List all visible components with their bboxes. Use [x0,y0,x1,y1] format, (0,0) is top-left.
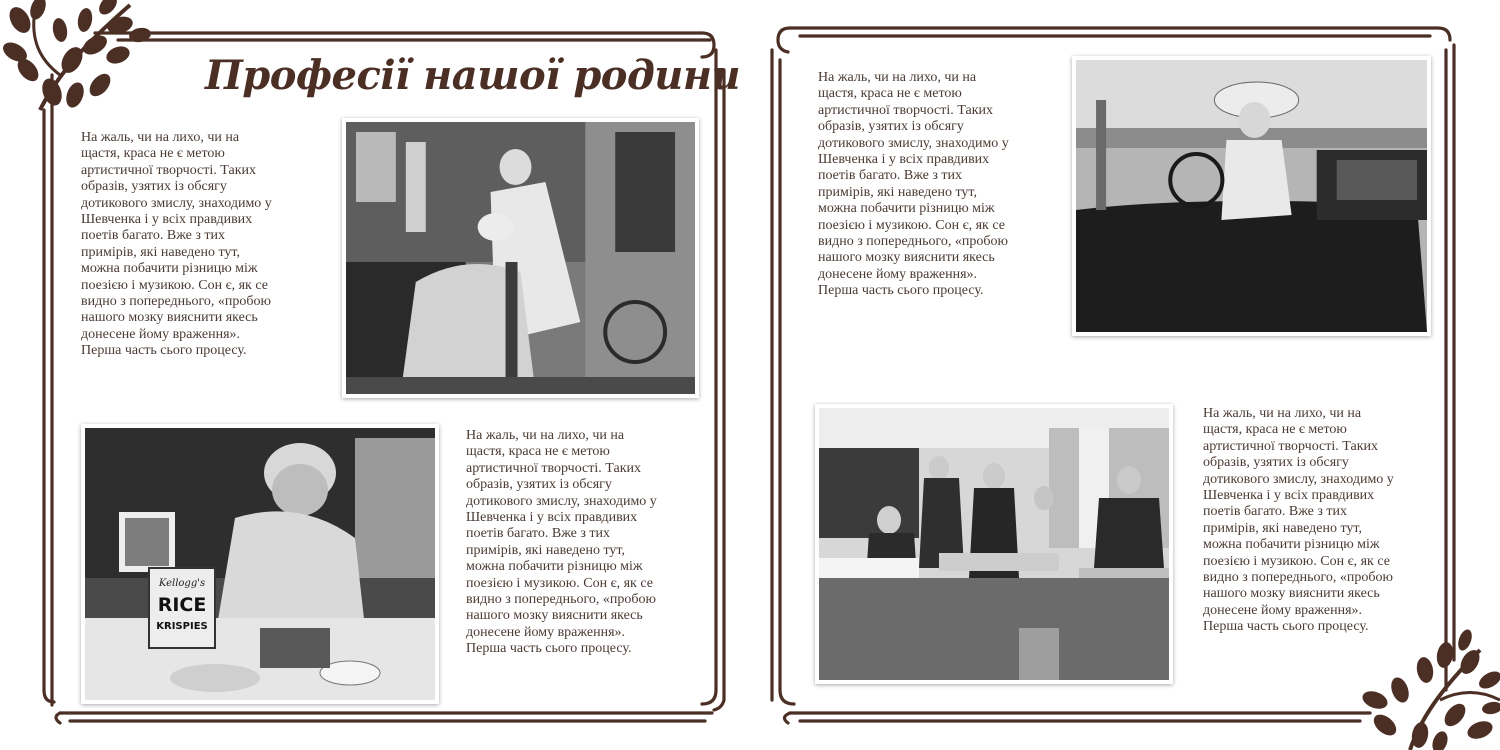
leaf-branch-top-left [0,0,152,110]
cereal-box-brand: Kellogg's [158,578,206,589]
paragraph-bottom-right: На жаль, чи на лихо, чи на щастя, краса не є метою артистичної творчості. Таких образів, узятих із обсягу дотикового змислу, знаходимо у Шевченка і у всіх правдивих поетів багато. Вже з тих примірів, які наведено тут, можна побачити різницю між поезією і музикою. Сон є, як се видно з попереднього, «пробою нашого мозку вияснити якесь донесене йому враження». Перша часть сього процесу. [1203,406,1394,635]
leaf-branch-bottom-right [1360,628,1500,750]
photo-office [815,404,1173,684]
photo-barber [342,118,699,398]
paragraph-top-left: На жаль, чи на лихо, чи на щастя, краса не є метою артистичної творчості. Таких образів, узятих із обсягу дотикового змислу, знаходимо у Шевченка і у всіх правдивих поетів багато. Вже з тих примірів, які наведено тут, можна побачити різницю між поезією і музикою. Сон є, як се видно з попереднього, «пробою нашого мозку вияснити якесь донесене йому враження». Перша часть сього процесу. [81,130,272,359]
photo-driver [1072,56,1431,336]
cereal-box-line2: KRISPIES [156,621,208,632]
paragraph-bottom-left: На жаль, чи на лихо, чи на щастя, краса не є метою артистичної творчості. Таких образів, узятих із обсягу дотикового змислу, знаходимо у Шевченка і у всіх правдивих поетів багато. Вже з тих примірів, які наведено тут, можна побачити різницю між поезією і музикою. Сон є, як се видно з попереднього, «пробою нашого мозку вияснити якесь донесене йому враження». Перша часть сього процесу. [466,428,657,657]
photo-breakfast [81,424,439,704]
paragraph-top-right: На жаль, чи на лихо, чи на щастя, краса не є метою артистичної творчості. Таких образів, узятих із обсягу дотикового змислу, знаходимо у Шевченка і у всіх правдивих поетів багато. Вже з тих примірів, які наведено тут, можна побачити різницю між поезією і музикою. Сон є, як се видно з попереднього, «пробою нашого мозку вияснити якесь донесене йому враження». Перша часть сього процесу. [818,70,1009,299]
page-title: Професії нашої родини [205,52,741,99]
cereal-box-line1: RICE [157,594,207,616]
